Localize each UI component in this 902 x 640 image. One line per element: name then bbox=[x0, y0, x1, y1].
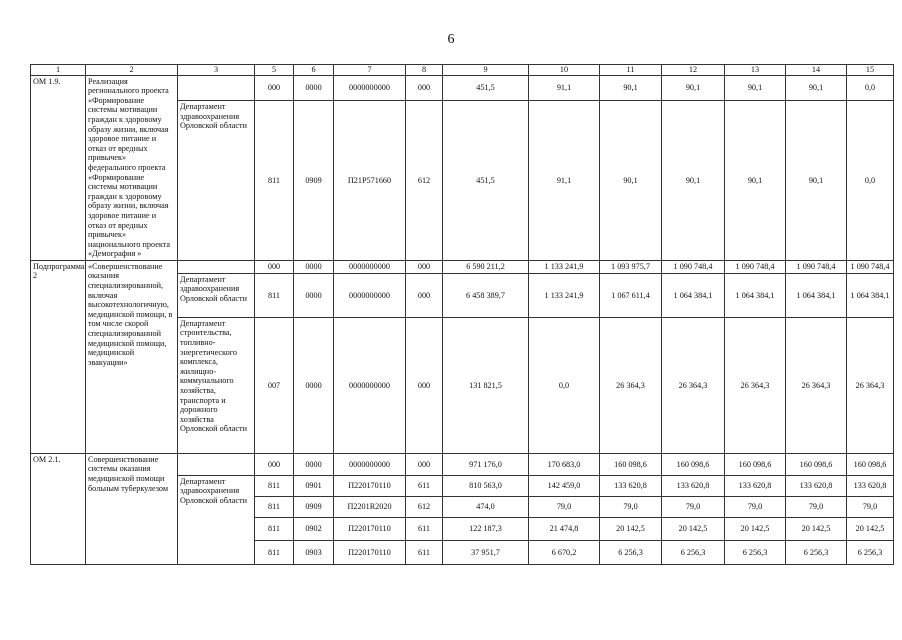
total-cell: 000 bbox=[255, 75, 294, 100]
data-cell: 26 364,3 bbox=[725, 317, 786, 453]
data-cell: 810 563,0 bbox=[443, 475, 529, 496]
total-cell: 90,1 bbox=[600, 75, 662, 100]
data-cell: 811 bbox=[255, 101, 294, 261]
data-cell: 79,0 bbox=[529, 496, 600, 517]
data-cell: 133 620,8 bbox=[600, 475, 662, 496]
total-cell: 0000 bbox=[294, 453, 334, 475]
table-row bbox=[31, 75, 894, 100]
header-cell: 13 bbox=[725, 65, 786, 76]
header-cell: 14 bbox=[786, 65, 847, 76]
data-cell: 6 256,3 bbox=[600, 540, 662, 564]
budget-table bbox=[30, 64, 894, 565]
data-cell: 79,0 bbox=[662, 496, 725, 517]
total-cell: 0000000000 bbox=[334, 75, 406, 100]
table-row bbox=[31, 260, 894, 273]
data-cell: 6 256,3 bbox=[847, 540, 894, 564]
total-cell: 1 090 748,4 bbox=[725, 260, 786, 273]
measure-name: Совершенствование системы оказания медицинской помощи больным туберкулезом bbox=[86, 453, 178, 564]
data-cell: 612 bbox=[406, 496, 443, 517]
data-cell: 26 364,3 bbox=[662, 317, 725, 453]
data-cell: 20 142,5 bbox=[786, 517, 847, 540]
total-cell: 1 133 241,9 bbox=[529, 260, 600, 273]
header-cell: 2 bbox=[86, 65, 178, 76]
data-cell: 1 064 384,1 bbox=[662, 273, 725, 317]
data-cell: 90,1 bbox=[600, 101, 662, 261]
data-cell: 79,0 bbox=[725, 496, 786, 517]
data-cell: 6 670,2 bbox=[529, 540, 600, 564]
header-cell: 9 bbox=[443, 65, 529, 76]
total-cell: 6 590 211,2 bbox=[443, 260, 529, 273]
data-cell: 20 142,5 bbox=[662, 517, 725, 540]
table-row bbox=[31, 453, 894, 475]
data-cell: П220170110 bbox=[334, 517, 406, 540]
total-cell: 160 098,6 bbox=[847, 453, 894, 475]
total-cell: 1 090 748,4 bbox=[847, 260, 894, 273]
total-cell: 971 176,0 bbox=[443, 453, 529, 475]
data-cell: 0000 bbox=[294, 317, 334, 453]
data-cell: 133 620,8 bbox=[662, 475, 725, 496]
header-cell: 5 bbox=[255, 65, 294, 76]
data-cell: 26 364,3 bbox=[847, 317, 894, 453]
data-cell: 811 bbox=[255, 517, 294, 540]
data-cell: 0903 bbox=[294, 540, 334, 564]
data-cell: 20 142,5 bbox=[847, 517, 894, 540]
header-cell: 10 bbox=[529, 65, 600, 76]
data-cell: 6 256,3 bbox=[786, 540, 847, 564]
data-cell: 90,1 bbox=[662, 101, 725, 261]
total-cell: 0000 bbox=[294, 75, 334, 100]
data-cell: 6 256,3 bbox=[725, 540, 786, 564]
data-cell: 611 bbox=[406, 540, 443, 564]
data-cell: 1 064 384,1 bbox=[786, 273, 847, 317]
data-cell: 0909 bbox=[294, 496, 334, 517]
data-cell: 90,1 bbox=[725, 101, 786, 261]
data-cell: 0000 bbox=[294, 273, 334, 317]
data-cell: 133 620,8 bbox=[786, 475, 847, 496]
data-cell: 474,0 bbox=[443, 496, 529, 517]
measure-code: ОМ 1.9. bbox=[31, 75, 86, 260]
total-cell: 000 bbox=[406, 453, 443, 475]
total-cell: 160 098,6 bbox=[600, 453, 662, 475]
header-cell: 11 bbox=[600, 65, 662, 76]
data-cell: 811 bbox=[255, 496, 294, 517]
department-name: Департамент здравоохранения Орловской области bbox=[178, 101, 255, 261]
empty-cell bbox=[178, 453, 255, 475]
total-cell: 000 bbox=[255, 260, 294, 273]
data-cell: 0902 bbox=[294, 517, 334, 540]
data-cell: 79,0 bbox=[600, 496, 662, 517]
data-cell: 612 bbox=[406, 101, 443, 261]
data-cell: 451,5 bbox=[443, 101, 529, 261]
total-cell: 1 090 748,4 bbox=[662, 260, 725, 273]
data-cell: 000 bbox=[406, 273, 443, 317]
data-cell: 0901 bbox=[294, 475, 334, 496]
data-cell: 91,1 bbox=[529, 101, 600, 261]
total-cell: 0000 bbox=[294, 260, 334, 273]
empty-cell bbox=[178, 75, 255, 100]
data-cell: 811 bbox=[255, 273, 294, 317]
total-cell: 91,1 bbox=[529, 75, 600, 100]
data-cell: 142 459,0 bbox=[529, 475, 600, 496]
data-cell: 133 620,8 bbox=[725, 475, 786, 496]
data-cell: 0,0 bbox=[847, 101, 894, 261]
total-cell: 0000000000 bbox=[334, 453, 406, 475]
total-cell: 160 098,6 bbox=[662, 453, 725, 475]
data-cell: 122 187,3 bbox=[443, 517, 529, 540]
data-cell: 26 364,3 bbox=[786, 317, 847, 453]
data-cell: 811 bbox=[255, 475, 294, 496]
total-cell: 000 bbox=[406, 260, 443, 273]
data-cell: 26 364,3 bbox=[600, 317, 662, 453]
data-cell: П2201R2020 bbox=[334, 496, 406, 517]
data-cell: 131 821,5 bbox=[443, 317, 529, 453]
measure-code: Подпрограмма 2 bbox=[31, 260, 86, 453]
empty-cell bbox=[178, 260, 255, 273]
header-cell: 3 bbox=[178, 65, 255, 76]
header-cell: 12 bbox=[662, 65, 725, 76]
total-cell: 000 bbox=[406, 75, 443, 100]
data-cell: 1 064 384,1 bbox=[847, 273, 894, 317]
total-cell: 1 093 975,7 bbox=[600, 260, 662, 273]
department-name: Департамент здравоохранения Орловской области bbox=[178, 273, 255, 317]
department-name: Департамент здравоохранения Орловской области bbox=[178, 475, 255, 564]
measure-name: «Совершенствование оказания специализированной, включая высокотехнологичную, медицинской помощи, в том числе скорой специализированной медицинской помощи, медицинской эвакуации» bbox=[86, 260, 178, 453]
header-cell: 15 bbox=[847, 65, 894, 76]
total-cell: 1 090 748,4 bbox=[786, 260, 847, 273]
data-cell: П220170110 bbox=[334, 540, 406, 564]
data-cell: 1 133 241,9 bbox=[529, 273, 600, 317]
data-cell: 1 064 384,1 bbox=[725, 273, 786, 317]
measure-code: ОМ 2.1. bbox=[31, 453, 86, 564]
data-cell: 611 bbox=[406, 517, 443, 540]
data-cell: 21 474,8 bbox=[529, 517, 600, 540]
total-cell: 451,5 bbox=[443, 75, 529, 100]
header-cell: 8 bbox=[406, 65, 443, 76]
data-cell: 0,0 bbox=[529, 317, 600, 453]
total-cell: 0,0 bbox=[847, 75, 894, 100]
header-cell: 6 bbox=[294, 65, 334, 76]
total-cell: 90,1 bbox=[786, 75, 847, 100]
department-name: Департамент строительства, топливно-энергетического комплекса, жилищно-коммунального хозяйства, транспорта и дорожного хозяйства Орловской области bbox=[178, 317, 255, 453]
data-cell: 20 142,5 bbox=[600, 517, 662, 540]
table-header-row bbox=[31, 65, 894, 76]
header-cell: 1 bbox=[31, 65, 86, 76]
data-cell: 611 bbox=[406, 475, 443, 496]
measure-name: Реализация регионального проекта «Формирование системы мотивации граждан к здоровому образу жизни, включая здоровое питание и отказ от вредных привычек» федерального проекта «Формирование системы мотивации граждан к здоровому образу жизни, включая здоровое питание и отказ от вредных привычек» национального проекта «Демография » bbox=[86, 75, 178, 260]
total-cell: 170 683,0 bbox=[529, 453, 600, 475]
data-cell: 007 bbox=[255, 317, 294, 453]
total-cell: 160 098,6 bbox=[786, 453, 847, 475]
data-cell: 811 bbox=[255, 540, 294, 564]
total-cell: 000 bbox=[255, 453, 294, 475]
data-cell: 000 bbox=[406, 317, 443, 453]
data-cell: 0000000000 bbox=[334, 273, 406, 317]
data-cell: 0000000000 bbox=[334, 317, 406, 453]
total-cell: 160 098,6 bbox=[725, 453, 786, 475]
data-cell: 6 256,3 bbox=[662, 540, 725, 564]
header-cell: 7 bbox=[334, 65, 406, 76]
data-cell: 133 620,8 bbox=[847, 475, 894, 496]
page-number: 6 bbox=[447, 32, 455, 47]
total-cell: 0000000000 bbox=[334, 260, 406, 273]
data-cell: 79,0 bbox=[847, 496, 894, 517]
data-cell: 20 142,5 bbox=[725, 517, 786, 540]
data-cell: 79,0 bbox=[786, 496, 847, 517]
data-cell: 6 458 389,7 bbox=[443, 273, 529, 317]
data-cell: П21Р571660 bbox=[334, 101, 406, 261]
total-cell: 90,1 bbox=[725, 75, 786, 100]
total-cell: 90,1 bbox=[662, 75, 725, 100]
data-cell: 37 951,7 bbox=[443, 540, 529, 564]
data-cell: 1 067 611,4 bbox=[600, 273, 662, 317]
data-cell: 90,1 bbox=[786, 101, 847, 261]
data-cell: П220170110 bbox=[334, 475, 406, 496]
data-cell: 0909 bbox=[294, 101, 334, 261]
